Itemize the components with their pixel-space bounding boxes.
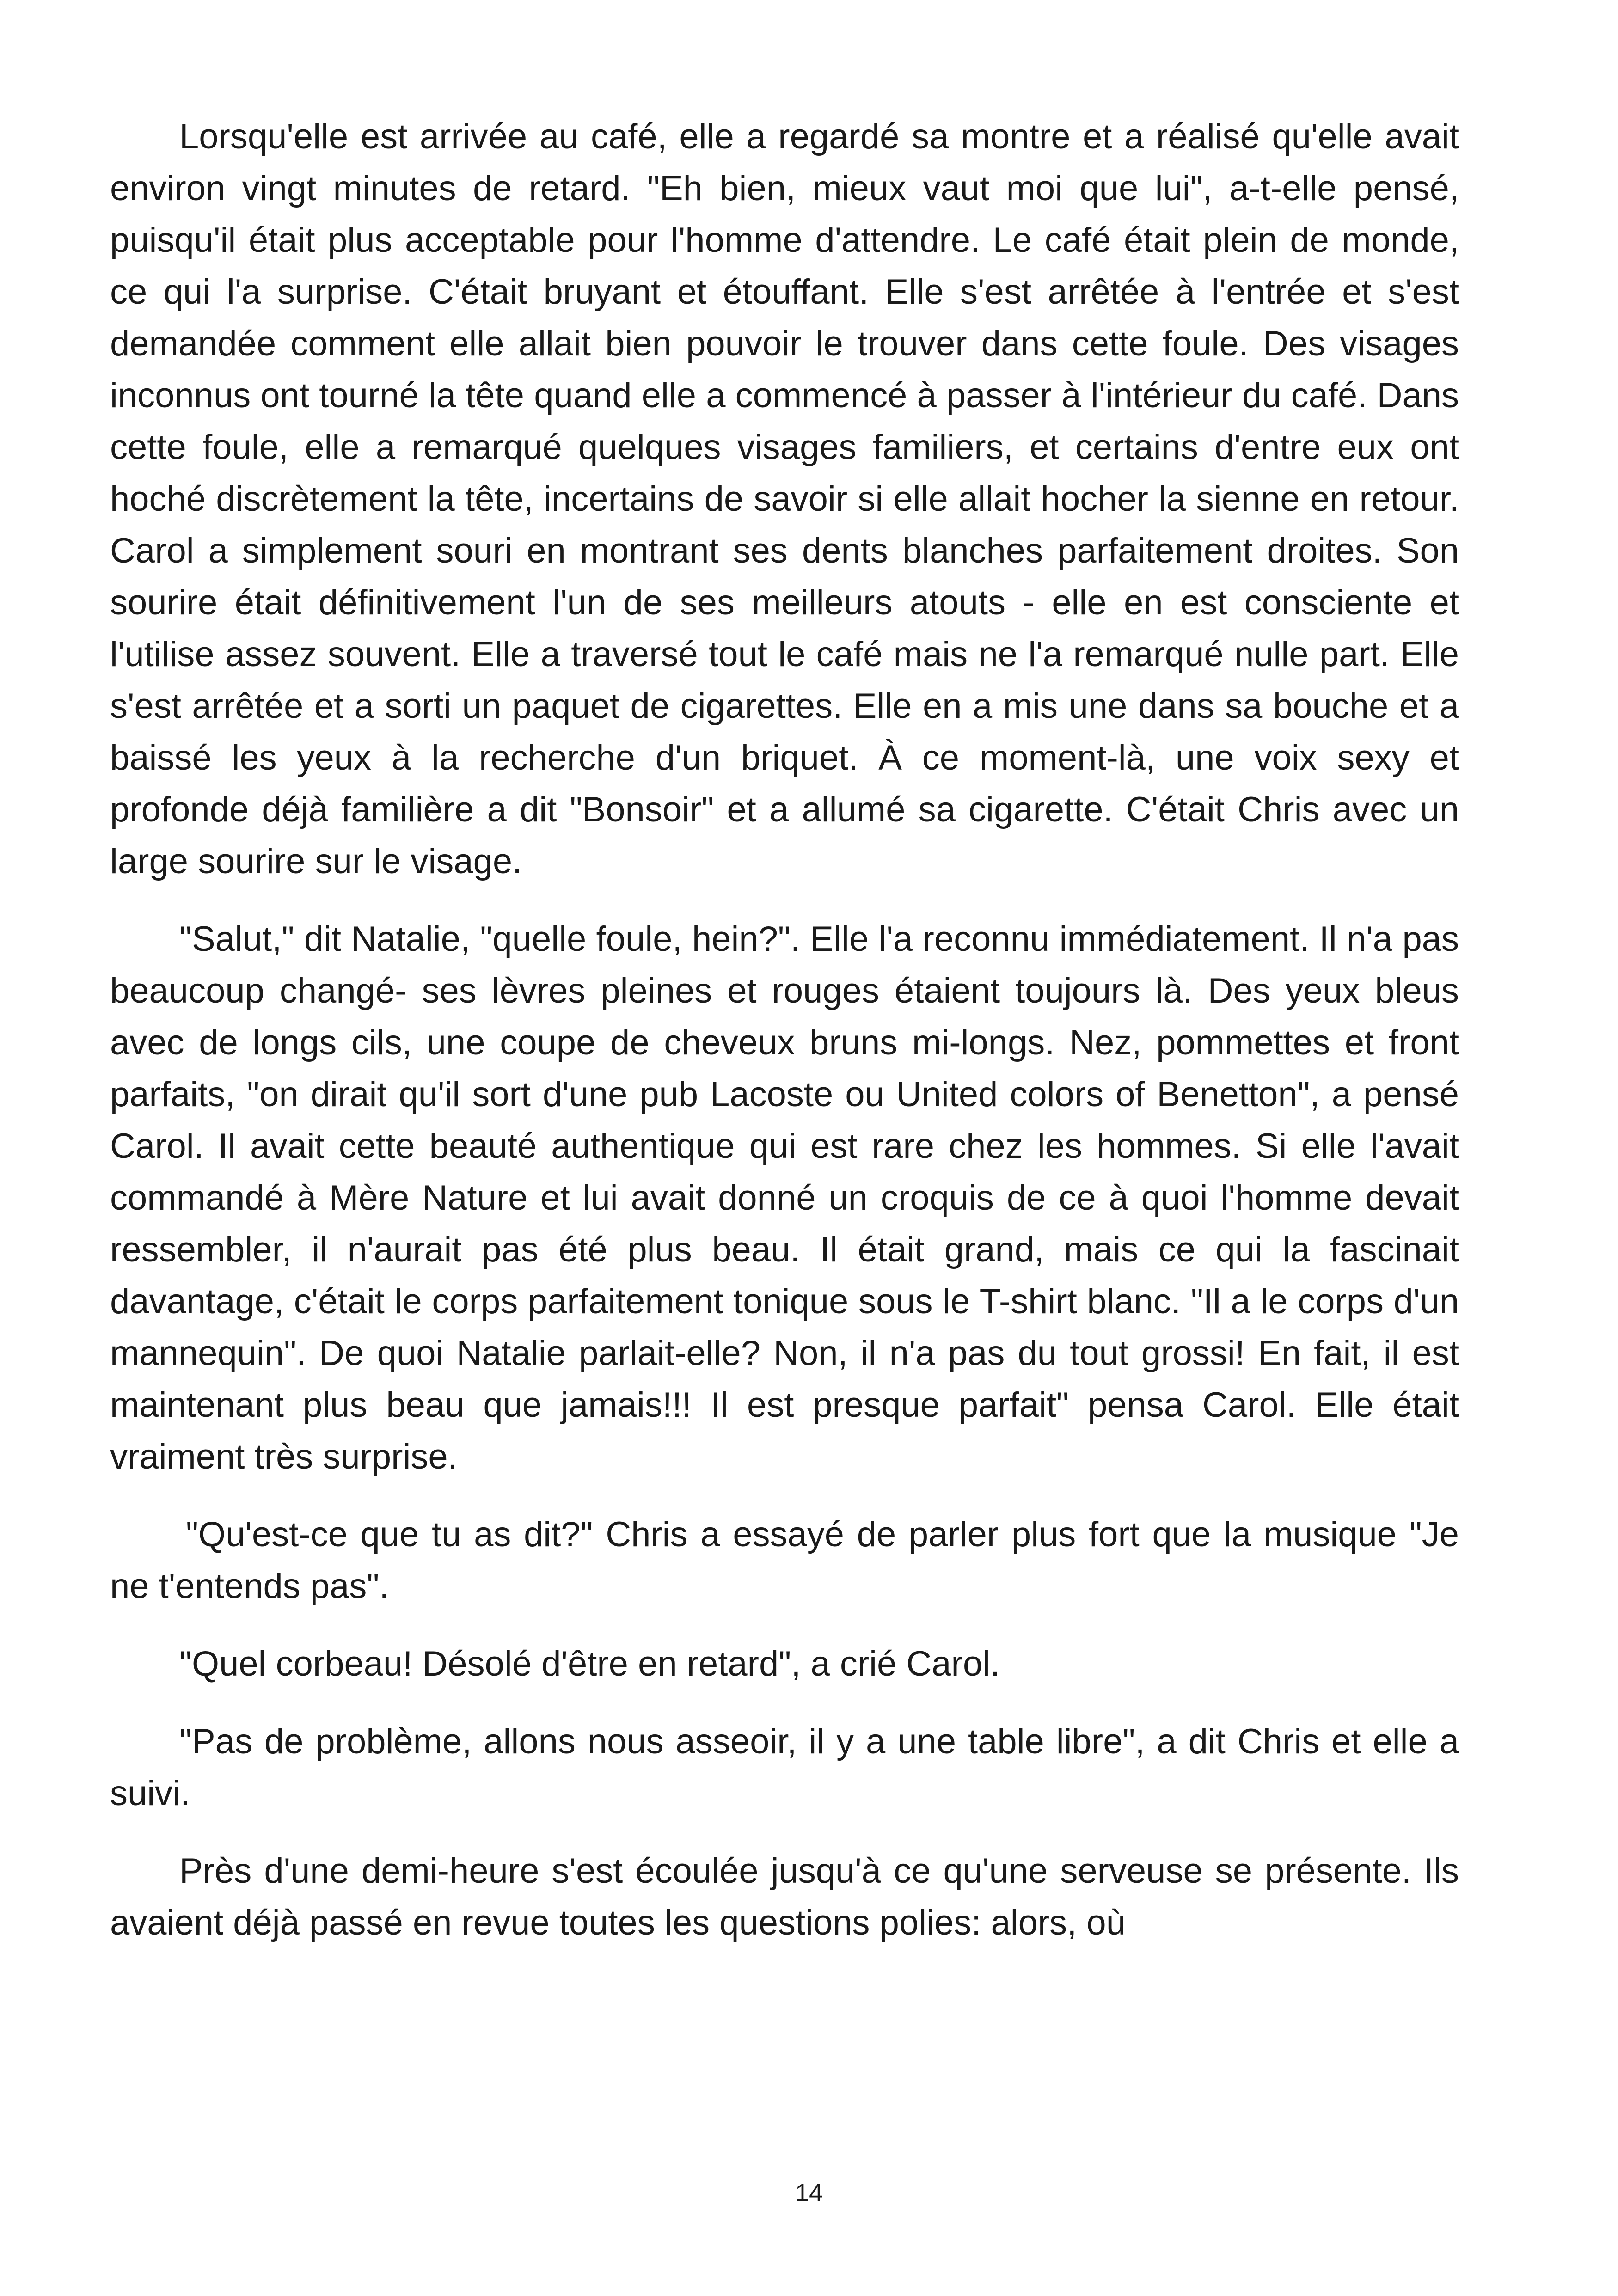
paragraph-2: "Salut," dit Natalie, "quelle foule, hein?". Elle l'a reconnu immédiatement. Il n'a pas beaucoup changé- ses lèvres pleines et rouges étaient toujours là. Des yeux bleus avec de longs cils, une coupe de cheveux bruns mi-longs. Nez, pommettes et front parfaits, "on dirait qu'il sort d'une pub Lacoste ou United colors of Benetton", a pensé Carol. Il avait cette beauté authentique qui est rare chez les hommes. Si elle l'avait commandé à Mère Nature et lui avait donné un croquis de ce à quoi l'homme devait ressembler, il n'aurait pas été plus beau. Il était grand, mais ce qui la fascinait davantage, c'était le corps parfaitement tonique sous le T-shirt blanc. "Il a le corps d'un mannequin". De quoi Natalie parlait-elle? Non, il n'a pas du tout grossi! En fait, il est maintenant plus beau que jamais!!! Il est presque parfait" pensa Carol. Elle était vraiment très surprise. — [110, 919, 1459, 1476]
page-number: 14 — [795, 2179, 823, 2207]
paragraph-3: "Qu'est-ce que tu as dit?" Chris a essayé de parler plus fort que la musique "Je ne t'entends pas". — [110, 1515, 1459, 1606]
body-text — [110, 111, 1459, 1949]
paragraph-1: Lorsqu'elle est arrivée au café, elle a regardé sa montre et a réalisé qu'elle avait environ vingt minutes de retard. "Eh bien, mieux vaut moi que lui", a-t-elle pensé, puisqu'il était plus acceptable pour l'homme d'attendre. Le café était plein de monde, ce qui l'a surprise. C'était bruyant et étouffant. Elle s'est arrêtée à l'entrée et s'est demandée comment elle allait bien pouvoir le trouver dans cette foule. Des visages inconnus ont tourné la tête quand elle a commencé à passer à l'intérieur du café. Dans cette foule, elle a remarqué quelques visages familiers, et certains d'entre eux ont hoché discrètement la tête, incertains de savoir si elle allait hocher la sienne en retour. Carol a simplement souri en montrant ses dents blanches parfaitement droites. Son sourire était définitivement l'un de ses meilleurs atouts - elle en est consciente et l'utilise assez souvent. Elle a traversé tout le café mais ne l'a remarqué nulle part. Elle s'est arrêtée et a sorti un paquet de cigarettes. Elle en a mis une dans sa bouche et a baissé les yeux à la recherche d'un briquet. À ce moment-là, une voix sexy et profonde déjà familière a dit "Bonsoir" et a allumé sa cigarette. C'était Chris avec un large sourire sur le visage. — [110, 117, 1459, 881]
paragraph-6: Près d'une demi-heure s'est écoulée jusqu'à ce qu'une serveuse se présente. Ils avaient déjà passé en revue toutes les questions polies: alors, où — [110, 1851, 1459, 1942]
paragraph-4: "Quel corbeau! Désolé d'être en retard", a crié Carol. — [179, 1644, 1000, 1684]
paragraph-5: "Pas de problème, allons nous asseoir, il y a une table libre", a dit Chris et elle a suivi. — [110, 1722, 1459, 1813]
